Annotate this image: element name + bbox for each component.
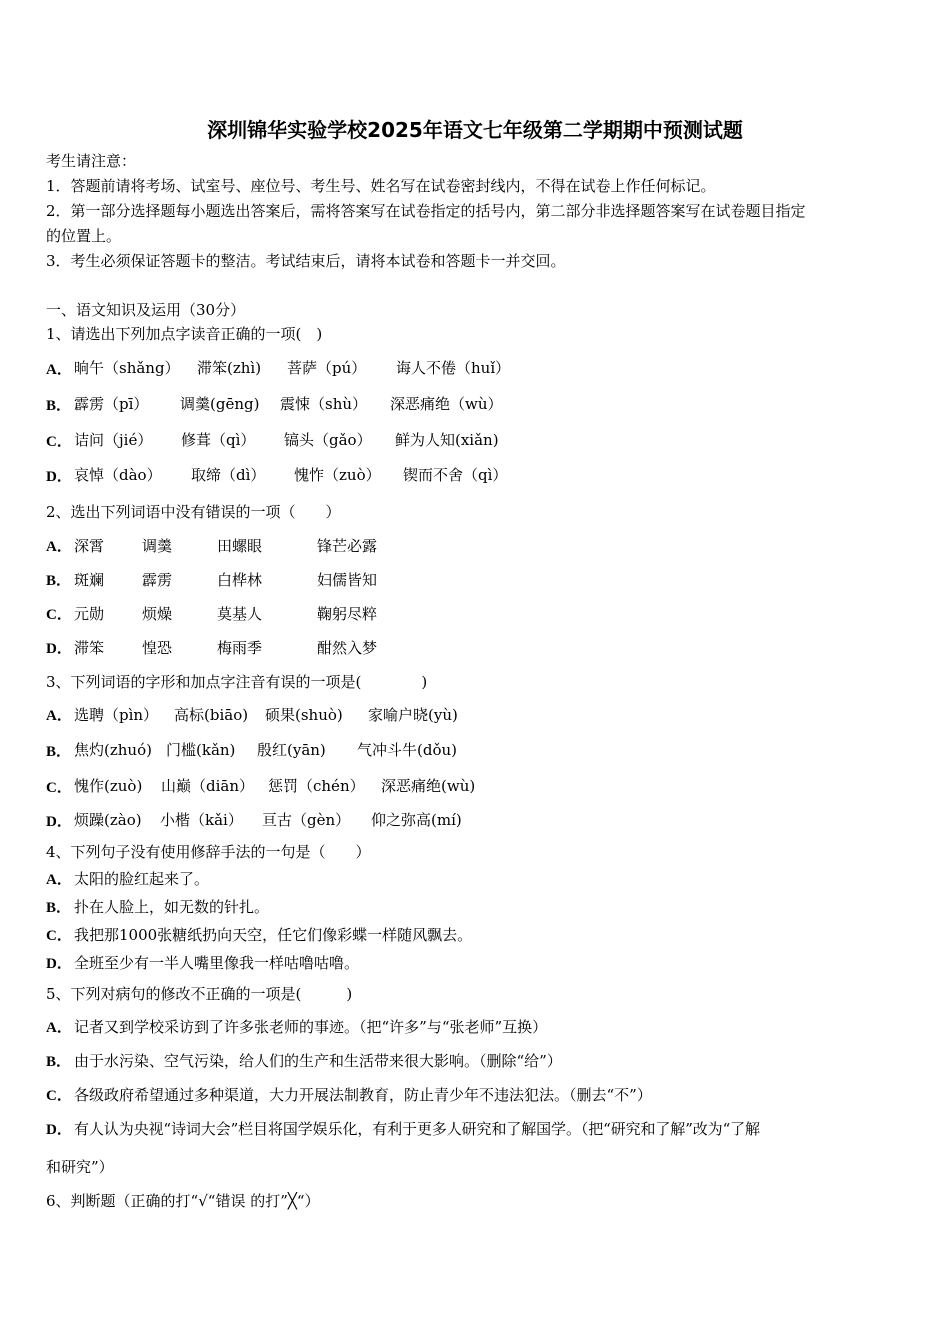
option-item: 烦躁(zào) — [74, 811, 142, 829]
option-text: 我把那1000张糖纸扔向天空，任它们像彩蝶一样随风飘去。 — [74, 926, 473, 944]
page-title: 深圳锦华实验学校2025年语文七年级第二学期期中预测试题 — [207, 118, 743, 142]
option-label: B． — [46, 1054, 72, 1070]
option-item: 诲人不倦（huǐ） — [396, 359, 511, 377]
option-item: 烦燥 — [142, 605, 173, 623]
option-item: 梅雨季 — [217, 639, 263, 657]
option-item: 愧作(zuò) — [74, 777, 143, 795]
option-label: D． — [46, 469, 72, 485]
option-label: A． — [46, 362, 72, 378]
option-item: 家喻户晓(yù) — [368, 706, 458, 724]
notice-item: 2．第一部分选择题每小题选出答案后，需将答案写在试卷指定的括号内，第二部分非选择题答案写在试卷题目指定 — [46, 202, 806, 220]
option-label: A． — [46, 539, 72, 555]
option-item: 选聘（pìn） — [74, 706, 159, 724]
option-label: B． — [46, 900, 72, 916]
option-item: 深霄 — [74, 537, 105, 555]
option-label: A． — [46, 872, 72, 888]
option-text: 各级政府希望通过多种渠道，大力开展法制教育，防止青少年不违法犯法。（删去“不”） — [74, 1086, 652, 1104]
option-item: 震悚（shù） — [280, 395, 368, 413]
option-text: 扑在人脸上，如无数的针扎。 — [74, 898, 270, 916]
option-item: 焦灼(zhuó) — [74, 741, 152, 759]
option-item: 白桦林 — [217, 571, 263, 589]
option-item: 鞠躬尽粹 — [317, 605, 378, 623]
option-text: 有人认为央视“诗词大会”栏目将国学娱乐化，有利于更多人研究和了解国学。（把“研究和了解”改为“了解 — [74, 1120, 760, 1138]
option-item: 调羹(gēng) — [180, 395, 260, 413]
option-label: D． — [46, 814, 72, 830]
option-item: 元勋 — [74, 605, 105, 623]
option-item: 愧怍（zuò） — [294, 466, 381, 484]
question-4-stem: 4、下列句子没有使用修辞手法的一句是（ ） — [46, 843, 371, 861]
option-item: 取缔（dì） — [191, 466, 266, 484]
option-item: 修葺（qì） — [181, 431, 256, 449]
option-item: 高标(biāo) — [174, 706, 249, 724]
option-item: 鲜为人知(xiǎn) — [395, 431, 499, 449]
question-6-stem: 6、判断题（正确的打“√“错误 的打”╳“） — [46, 1192, 320, 1210]
option-text-continuation: 和研究”） — [46, 1158, 114, 1176]
option-item: 调羹 — [142, 537, 173, 555]
option-text: 由于水污染、空气污染，给人们的生产和生活带来很大影响。（删除“给”） — [74, 1052, 562, 1070]
option-item: 滞笨 — [74, 639, 105, 657]
notice-item: 1．答题前请将考场、试室号、座位号、考生号、姓名写在试卷密封线内，不得在试卷上作任何标记。 — [46, 177, 716, 195]
question-1-stem: 1、请选出下列加点字读音正确的一项( ) — [46, 325, 323, 343]
option-item: 亘古（gèn） — [262, 811, 351, 829]
option-label: D． — [46, 1122, 72, 1138]
option-item: 妇儒皆知 — [317, 571, 378, 589]
option-item: 霹雳 — [142, 571, 173, 589]
option-item: 滞笨(zhì) — [197, 359, 262, 377]
option-label: C． — [46, 434, 72, 450]
option-item: 霹雳（pī） — [74, 395, 149, 413]
option-item: 门槛(kǎn) — [166, 741, 236, 759]
option-item: 深恶痛绝(wù) — [381, 777, 476, 795]
option-item: 殷红(yān) — [257, 741, 326, 759]
option-item: 锋芒必露 — [317, 537, 378, 555]
option-item: 惶恐 — [142, 639, 173, 657]
question-3-stem: 3、下列词语的字形和加点字注音有误的一项是( ) — [46, 673, 428, 691]
option-item: 深恶痛绝（wù） — [390, 395, 503, 413]
option-label: A． — [46, 1020, 72, 1036]
option-item: 诘问（jié） — [74, 431, 153, 449]
option-label: C． — [46, 928, 72, 944]
option-item: 气冲斗牛(dǒu) — [357, 741, 457, 759]
option-label: B． — [46, 398, 72, 414]
option-label: B． — [46, 573, 72, 589]
option-item: 菩萨（pú） — [287, 359, 367, 377]
question-5-stem: 5、下列对病句的修改不正确的一项是( ) — [46, 985, 353, 1003]
option-item: 酣然入梦 — [317, 639, 378, 657]
option-item: 哀悼（dào） — [74, 466, 162, 484]
option-label: A． — [46, 708, 72, 724]
notice-item: 的位置上。 — [46, 227, 122, 245]
option-item: 小楷（kǎi） — [160, 811, 243, 829]
option-item: 晌午（shǎng） — [74, 359, 180, 377]
option-label: C． — [46, 607, 72, 623]
option-item: 硕果(shuò) — [265, 706, 343, 724]
option-label: B． — [46, 744, 72, 760]
option-item: 莫基人 — [217, 605, 263, 623]
option-item: 仰之弥高(mí) — [371, 811, 462, 829]
option-item: 山巅（diān） — [161, 777, 255, 795]
option-item: 斑斓 — [74, 571, 105, 589]
notice-heading: 考生请注意： — [46, 152, 137, 170]
option-label: C． — [46, 780, 72, 796]
option-item: 田螺眼 — [217, 537, 263, 555]
option-label: D． — [46, 956, 72, 972]
option-label: D． — [46, 641, 72, 657]
option-text: 太阳的脸红起来了。 — [74, 870, 210, 888]
question-2-stem: 2、选出下列词语中没有错误的一项（ ） — [46, 503, 341, 521]
option-text: 全班至少有一半人嘴里像我一样咕噜咕噜。 — [74, 954, 360, 972]
option-text: 记者又到学校采访到了许多张老师的事迹。（把“许多”与“张老师”互换） — [74, 1018, 548, 1036]
option-item: 锲而不舍（qì） — [403, 466, 508, 484]
option-item: 惩罚（chén） — [268, 777, 365, 795]
option-label: C． — [46, 1088, 72, 1104]
option-item: 镐头（gǎo） — [284, 431, 372, 449]
section-heading: 一、语文知识及运用（30分） — [46, 301, 246, 319]
notice-item: 3．考生必须保证答题卡的整洁。考试结束后，请将本试卷和答题卡一并交回。 — [46, 252, 566, 270]
